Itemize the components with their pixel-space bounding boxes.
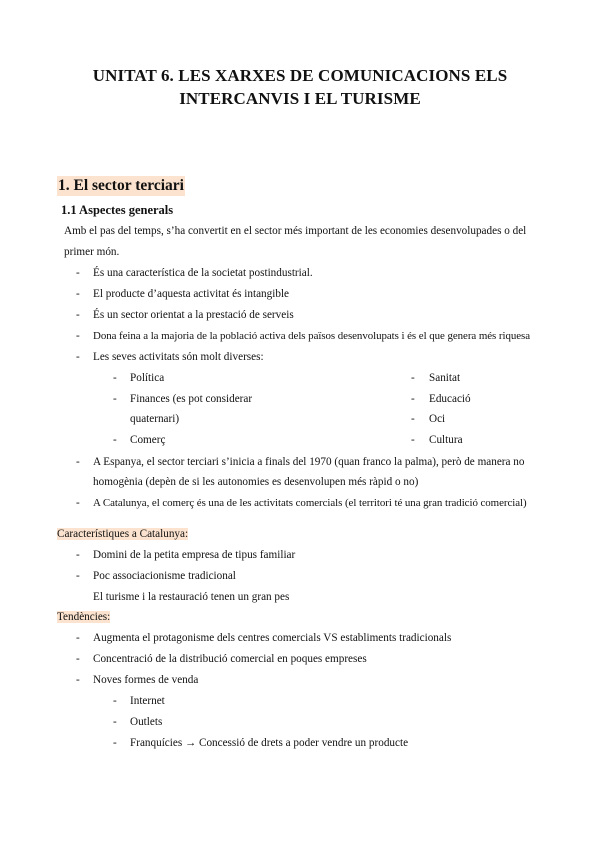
bullet-dash: -: [113, 695, 117, 707]
activity-item: Cultura: [429, 434, 463, 446]
characteristics-label-text: Característiques a Catalunya:: [57, 528, 189, 540]
sub-list-item: Internet: [130, 695, 165, 707]
bullet-dash: -: [113, 372, 117, 384]
bullet-dash: -: [113, 434, 117, 446]
bullet-dash: -: [76, 267, 80, 279]
bullet-dash: -: [113, 737, 117, 749]
list-item: És un sector orientat a la prestació de serveis: [93, 309, 294, 321]
list-item: Poc associacionisme tradicional: [93, 570, 236, 582]
bullet-dash: -: [411, 434, 415, 446]
bullet-dash: -: [76, 570, 80, 582]
bullet-dash: -: [76, 288, 80, 300]
bullet-dash: -: [76, 309, 80, 321]
list-item: Domini de la petita empresa de tipus familiar: [93, 549, 296, 561]
bullet-dash: -: [113, 716, 117, 728]
list-item: El producte d’aquesta activitat és intangible: [93, 288, 290, 300]
list-item: A Catalunya, el comerç és una de les activitats comercials (el territori té una gran tradició comercial): [93, 497, 527, 509]
intro-line-2: primer món.: [64, 246, 120, 258]
list-item-continuation: homogènia (depèn de si les autonomies es desenvolupen més ràpid o no): [93, 476, 419, 488]
bullet-dash: -: [76, 653, 80, 665]
bullet-dash: -: [76, 330, 80, 342]
sub-list-item: Franquícies → Concessió de drets a poder vendre un producte: [130, 737, 409, 749]
activity-item: Comerç: [130, 434, 166, 446]
bullet-dash: -: [411, 413, 415, 425]
bullet-dash: -: [411, 372, 415, 384]
section-heading: 1. El sector terciari: [58, 177, 184, 194]
bullet-dash: -: [76, 351, 80, 363]
list-item: Augmenta el protagonisme dels centres comercials VS establiments tradicionals: [93, 632, 452, 644]
bullet-dash: -: [76, 549, 80, 561]
trends-label: [57, 610, 110, 624]
characteristics-extra: El turisme i la restauració tenen un gran pes: [93, 591, 290, 603]
bullet-dash: -: [76, 456, 80, 468]
activity-item: Educació: [429, 393, 471, 405]
list-item: És una característica de la societat postindustrial.: [93, 267, 313, 279]
title-line-2: INTERCANVIS I EL TURISME: [179, 89, 421, 108]
activity-item: Política: [130, 372, 165, 384]
bullet-dash: -: [76, 497, 80, 509]
document-title: [40, 64, 560, 110]
list-item: A Espanya, el sector terciari s’inicia a finals del 1970 (quan franco la palma), però de manera no: [93, 456, 525, 468]
bullet-dash: -: [411, 393, 415, 405]
title-line-1: UNITAT 6. LES XARXES DE COMUNICACIONS ELS: [92, 66, 508, 85]
intro-line-1: Amb el pas del temps, s’ha convertit en el sector més important de les economies desenvolupades o del: [64, 225, 527, 237]
activity-item: Oci: [429, 413, 446, 425]
list-item: Les seves activitats són molt diverses:: [93, 351, 264, 363]
sub-list-item: Outlets: [130, 716, 163, 728]
characteristics-label: [57, 527, 188, 541]
list-item: Dona feina a la majoria de la població activa dels països desenvolupats i és el que genera més riquesa: [93, 330, 531, 342]
activity-item: Finances (es pot considerar: [130, 393, 253, 405]
bullet-dash: -: [113, 393, 117, 405]
subsection-heading: 1.1 Aspectes generals: [61, 203, 174, 217]
bullet-dash: -: [76, 674, 80, 686]
activity-item: Sanitat: [429, 372, 461, 384]
trends-label-text: Tendències:: [57, 611, 111, 623]
activity-item-continuation: quaternari): [130, 413, 180, 425]
list-item: Noves formes de venda: [93, 674, 199, 686]
list-item: Concentració de la distribució comercial en poques empreses: [93, 653, 367, 665]
bullet-dash: -: [76, 632, 80, 644]
